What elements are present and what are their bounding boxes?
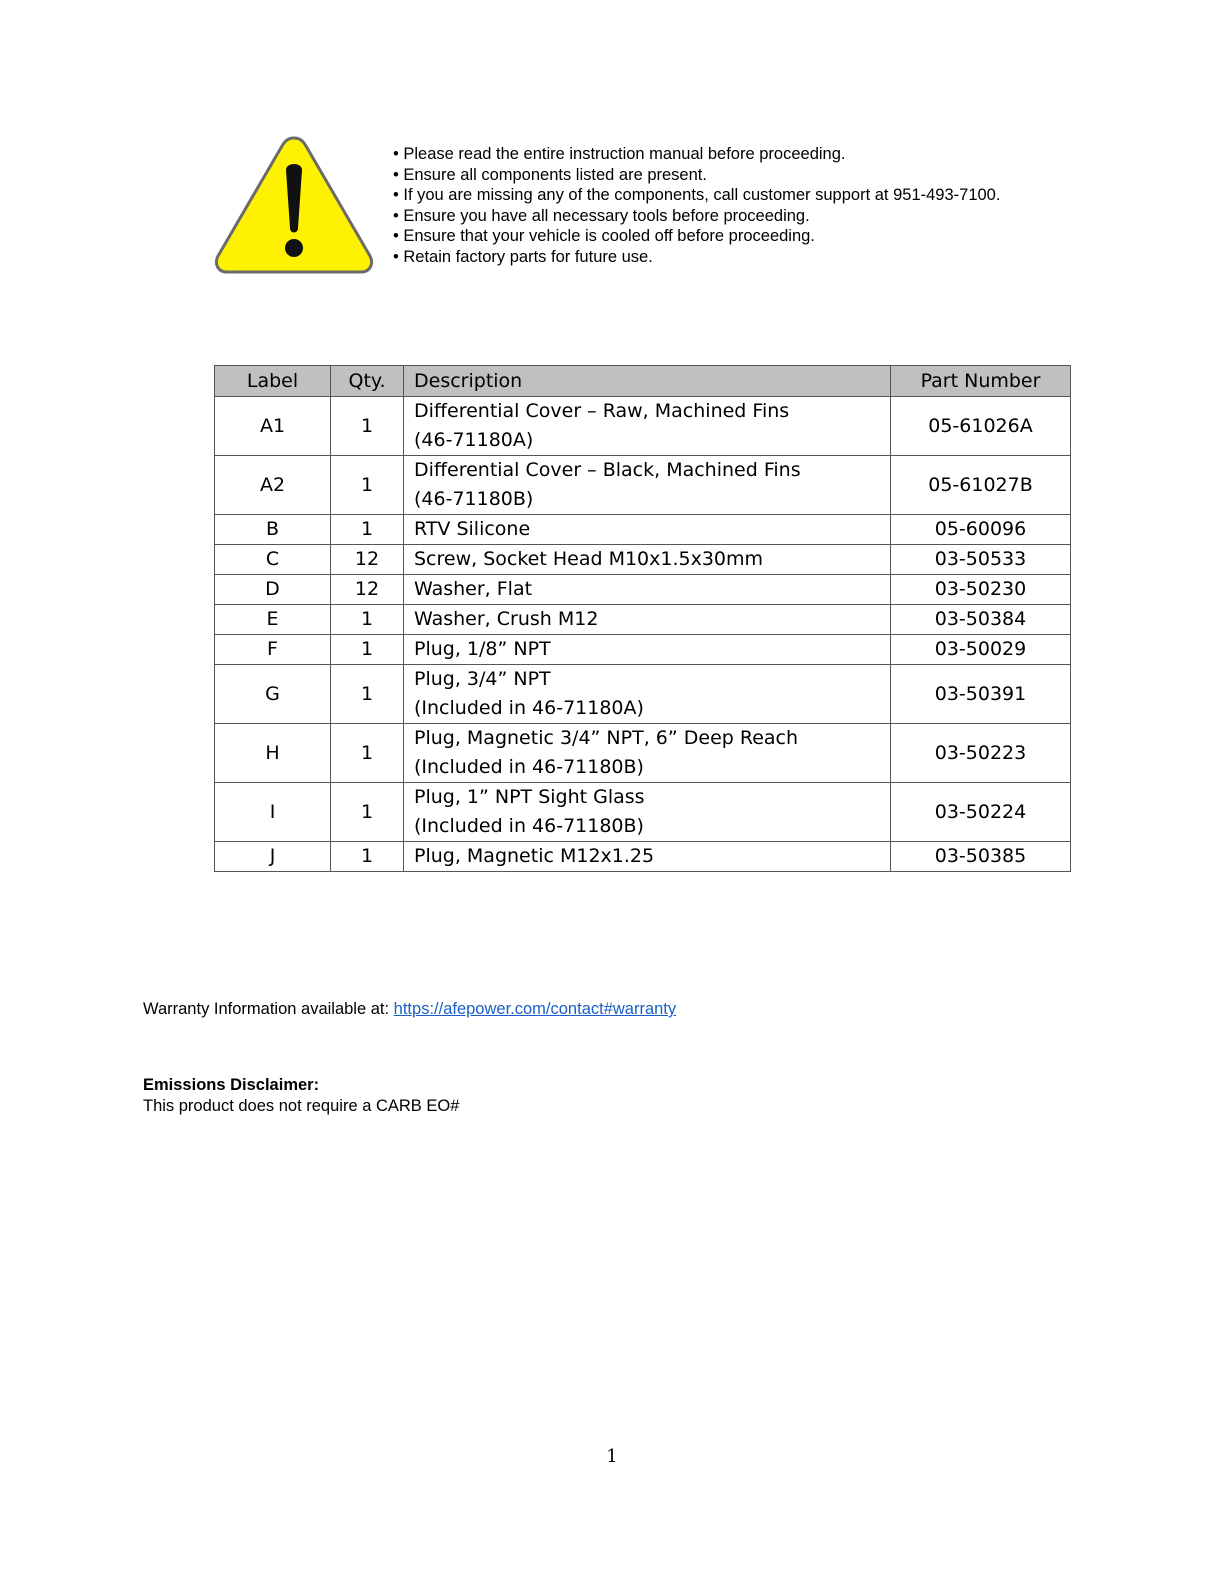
description-line: Plug, 3/4” NPT (414, 668, 551, 690)
precaution-item: • If you are missing any of the components, call customer support at 951-493-7100. (393, 186, 1001, 204)
cell-label: A1 (215, 397, 331, 456)
cell-qty: 1 (331, 515, 404, 545)
warranty-info (143, 1000, 676, 1019)
header-qty: Qty. (331, 366, 404, 397)
table-row (215, 575, 1071, 605)
cell-qty: 1 (331, 397, 404, 456)
cell-label: C (215, 545, 331, 575)
description-line: (46-71180A) (414, 429, 534, 451)
header-description: Description (404, 366, 891, 397)
table-row (215, 842, 1071, 872)
cell-description (404, 456, 891, 515)
cell-part-number: 03-50385 (891, 842, 1071, 872)
cell-qty: 1 (331, 665, 404, 724)
cell-label: H (215, 724, 331, 783)
table-row (215, 397, 1071, 456)
cell-description: Washer, Flat (404, 575, 891, 605)
header-part-number: Part Number (891, 366, 1071, 397)
table-row (215, 783, 1071, 842)
table-row (215, 545, 1071, 575)
table-row (215, 724, 1071, 783)
table-row (215, 456, 1071, 515)
cell-qty: 1 (331, 783, 404, 842)
cell-part-number: 03-50230 (891, 575, 1071, 605)
cell-description (404, 783, 891, 842)
cell-qty: 1 (331, 635, 404, 665)
precaution-item: • Ensure you have all necessary tools before proceeding. (393, 206, 810, 225)
page-number: 1 (606, 1446, 618, 1467)
emissions-title: Emissions Disclaimer: (143, 1076, 320, 1094)
cell-label: G (215, 665, 331, 724)
cell-part-number: 03-50533 (891, 545, 1071, 575)
cell-description: RTV Silicone (404, 515, 891, 545)
table-header-row (215, 366, 1071, 397)
description-line: (Included in 46-71180B) (414, 756, 644, 778)
precaution-item: • Please read the entire instruction manual before proceeding. (393, 145, 846, 163)
table-row (215, 515, 1071, 545)
cell-qty: 1 (331, 842, 404, 872)
cell-part-number: 05-61027B (891, 456, 1071, 515)
cell-description (404, 665, 891, 724)
description-line: Differential Cover – Black, Machined Fins (414, 459, 801, 481)
table-row (215, 605, 1071, 635)
emissions-text: This product does not require a CARB EO# (143, 1097, 460, 1115)
table-row (215, 635, 1071, 665)
description-line: Plug, 1” NPT Sight Glass (414, 786, 645, 808)
cell-qty: 12 (331, 545, 404, 575)
cell-label: D (215, 575, 331, 605)
cell-description: Plug, 1/8” NPT (404, 635, 891, 665)
cell-qty: 1 (331, 605, 404, 635)
description-line: Plug, Magnetic 3/4” NPT, 6” Deep Reach (414, 727, 799, 749)
header-label: Label (215, 366, 331, 397)
cell-label: I (215, 783, 331, 842)
cell-label: F (215, 635, 331, 665)
description-line: (Included in 46-71180A) (414, 697, 644, 719)
cell-part-number: 03-50223 (891, 724, 1071, 783)
cell-qty: 12 (331, 575, 404, 605)
cell-description: Plug, Magnetic M12x1.25 (404, 842, 891, 872)
description-line: (46-71180B) (414, 488, 534, 510)
cell-label: A2 (215, 456, 331, 515)
warning-triangle-icon (212, 132, 376, 276)
precaution-item: • Retain factory parts for future use. (393, 247, 653, 266)
precaution-list (393, 144, 1000, 267)
precaution-item: • Ensure all components listed are present. (393, 165, 707, 184)
description-line: (Included in 46-71180B) (414, 815, 644, 837)
parts-table (214, 365, 1071, 872)
warranty-link[interactable]: https://afepower.com/contact#warranty (393, 1000, 677, 1018)
cell-part-number: 05-61026A (891, 397, 1071, 456)
description-line: Differential Cover – Raw, Machined Fins (414, 400, 790, 422)
precaution-item: • Ensure that your vehicle is cooled off before proceeding. (393, 227, 815, 245)
cell-label: J (215, 842, 331, 872)
warranty-label: Warranty Information available at: (143, 1000, 394, 1018)
cell-description (404, 397, 891, 456)
cell-description (404, 724, 891, 783)
cell-qty: 1 (331, 456, 404, 515)
cell-part-number: 03-50029 (891, 635, 1071, 665)
cell-description: Washer, Crush M12 (404, 605, 891, 635)
cell-part-number: 03-50224 (891, 783, 1071, 842)
cell-label: B (215, 515, 331, 545)
cell-part-number: 03-50384 (891, 605, 1071, 635)
cell-part-number: 03-50391 (891, 665, 1071, 724)
cell-description: Screw, Socket Head M10x1.5x30mm (404, 545, 891, 575)
cell-part-number: 05-60096 (891, 515, 1071, 545)
cell-qty: 1 (331, 724, 404, 783)
cell-label: E (215, 605, 331, 635)
table-row (215, 665, 1071, 724)
